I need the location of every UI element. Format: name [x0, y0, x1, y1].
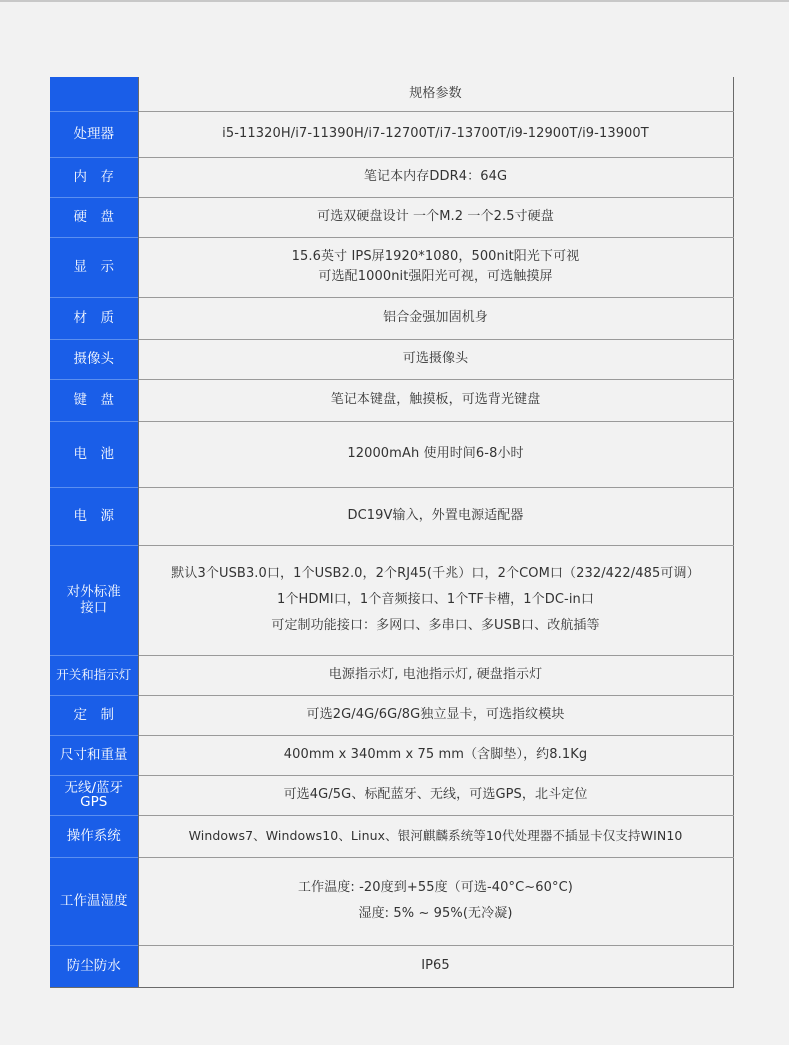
- row-label-os: 操作系统: [50, 815, 138, 857]
- row-label-camera: 摄像头: [50, 339, 138, 379]
- table-row: [50, 695, 733, 735]
- table-row: [50, 237, 733, 297]
- interfaces-line-3: 可定制功能接口：多网口、多串口、多USB口、改航插等: [271, 618, 600, 633]
- display-line-1: 15.6英寸 IPS屏1920*1080，500nit阳光下可视: [291, 249, 580, 264]
- table-row: [50, 545, 733, 655]
- row-label-keyboard: 键 盘: [50, 379, 138, 421]
- header-label-cell: [50, 77, 138, 111]
- display-line-2: 可选配1000nit强阳光可视，可选触摸屏: [318, 269, 553, 284]
- row-label-storage: 硬 盘: [50, 197, 138, 237]
- row-label-display: 显 示: [50, 237, 138, 297]
- top-divider: [0, 0, 789, 2]
- row-value-wireless: 可选4G/5G、标配蓝牙、无线，可选GPS，北斗定位: [138, 775, 733, 815]
- table-title: 规格参数: [409, 85, 462, 101]
- row-value-memory: 笔记本内存DDR4：64G: [138, 157, 733, 197]
- row-value-keyboard: 笔记本键盘，触摸板，可选背光键盘: [138, 379, 733, 421]
- table-row: [50, 857, 733, 945]
- interfaces-line-2: 1个HDMI口，1个音频接口、1个TF卡槽，1个DC-in口: [277, 592, 594, 607]
- table-row: [50, 297, 733, 339]
- table-row: [50, 945, 733, 987]
- row-label-environment: 工作温湿度: [50, 857, 138, 945]
- row-value-ingress: IP65: [138, 945, 733, 987]
- row-value-size-weight: 400mm x 340mm x 75 mm（含脚垫），约8.1Kg: [138, 735, 733, 775]
- row-label-battery: 电 池: [50, 421, 138, 487]
- row-label-interfaces: [50, 545, 138, 655]
- row-label-material: 材 质: [50, 297, 138, 339]
- environment-line-2: 湿度: 5% ~ 95%(无冷凝): [358, 906, 513, 921]
- table-row: [50, 197, 733, 237]
- row-value-processor: i5-11320H/i7-11390H/i7-12700T/i7-13700T/i9-12900T/i9-13900T: [138, 111, 733, 157]
- interfaces-line-1: 默认3个USB3.0口，1个USB2.0，2个RJ45(千兆）口，2个COM口（232/422/485可调）: [171, 566, 700, 581]
- row-value-indicators: 电源指示灯, 电池指示灯, 硬盘指示灯: [138, 655, 733, 695]
- row-value-display: [138, 237, 733, 297]
- table-row: [50, 421, 733, 487]
- table-row: [50, 157, 733, 197]
- interfaces-label-line-2: 接口: [80, 600, 108, 616]
- row-value-material: 铝合金强加固机身: [138, 297, 733, 339]
- row-label-power: 电 源: [50, 487, 138, 545]
- table-row: [50, 339, 733, 379]
- row-label-memory: 内 存: [50, 157, 138, 197]
- table-row: [50, 775, 733, 815]
- row-value-os: Windows7、Windows10、Linux、银河麒麟系统等10代处理器不插显卡仅支持WIN10: [138, 815, 733, 857]
- table-row: [50, 487, 733, 545]
- row-label-ingress: 防尘防水: [50, 945, 138, 987]
- spec-table: [50, 77, 734, 988]
- wireless-label-line-2: GPS: [80, 794, 108, 810]
- row-value-battery: 12000mAh 使用时间6-8小时: [138, 421, 733, 487]
- row-label-indicators: 开关和指示灯: [50, 655, 138, 695]
- table-row: [50, 815, 733, 857]
- table-header-row: [50, 77, 733, 111]
- wireless-label-line-1: 无线/蓝牙: [64, 780, 124, 796]
- row-label-custom: 定 制: [50, 695, 138, 735]
- row-label-size-weight: 尺寸和重量: [50, 735, 138, 775]
- row-label-processor: 处理器: [50, 111, 138, 157]
- table-row: [50, 379, 733, 421]
- row-value-storage: 可选双硬盘设计 一个M.2 一个2.5寸硬盘: [138, 197, 733, 237]
- row-value-custom: 可选2G/4G/6G/8G独立显卡，可选指纹模块: [138, 695, 733, 735]
- row-value-interfaces: [138, 545, 733, 655]
- row-value-power: DC19V输入，外置电源适配器: [138, 487, 733, 545]
- environment-line-1: 工作温度: -20度到+55度（可选-40°C~60°C): [298, 880, 573, 895]
- row-label-wireless: [50, 775, 138, 815]
- table-row: [50, 111, 733, 157]
- row-value-camera: 可选摄像头: [138, 339, 733, 379]
- table-row: [50, 655, 733, 695]
- row-value-environment: [138, 857, 733, 945]
- table-row: [50, 735, 733, 775]
- interfaces-label-line-1: 对外标准: [66, 584, 121, 600]
